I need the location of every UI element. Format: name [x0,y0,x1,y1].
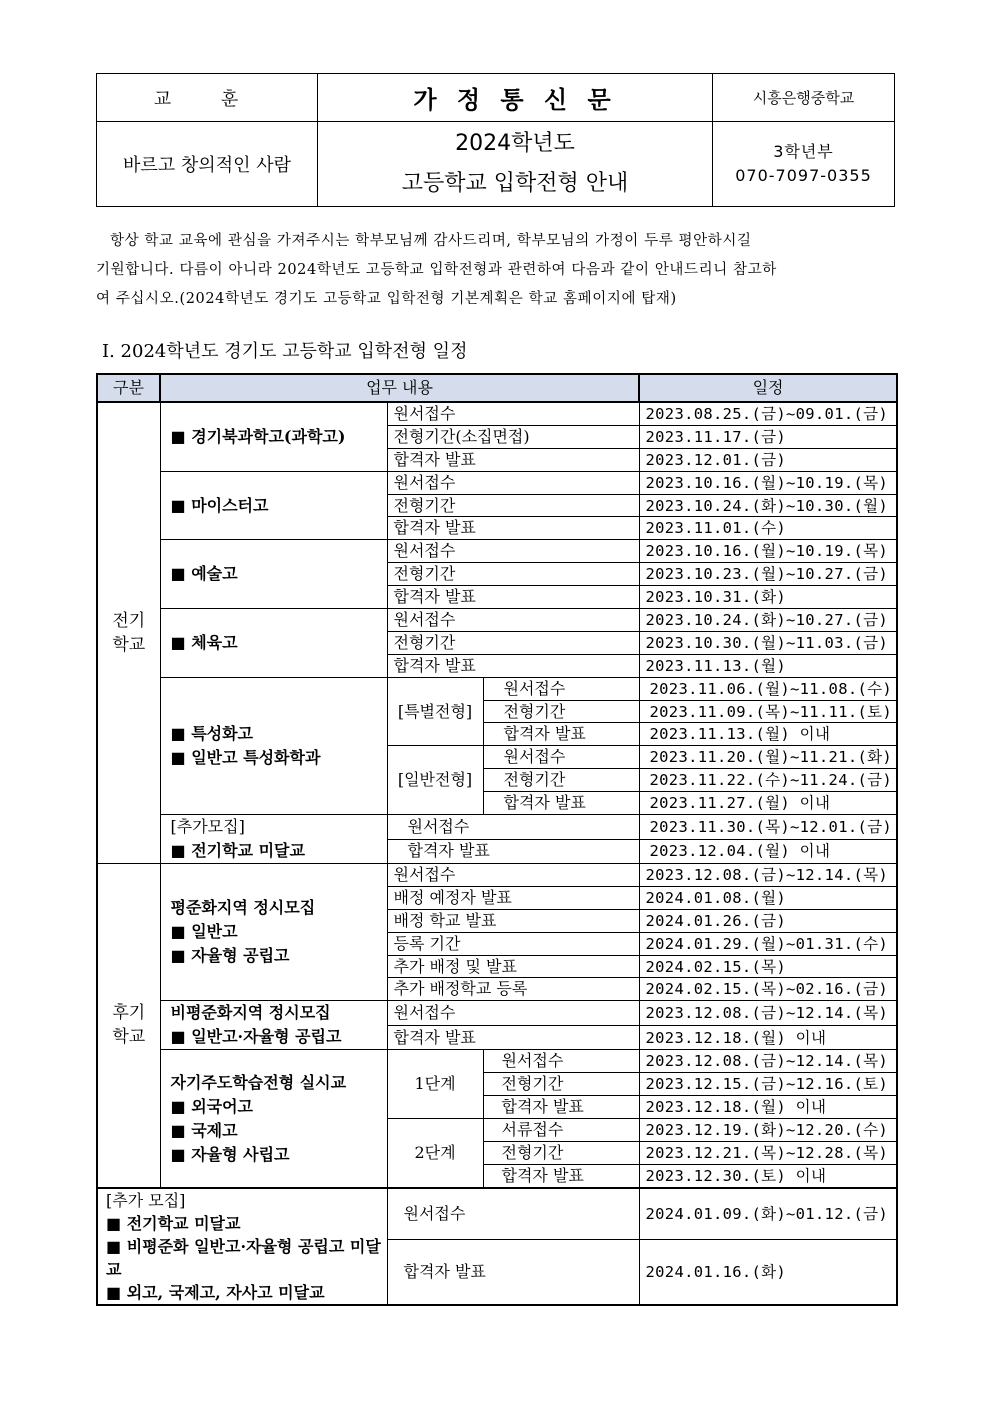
task: 배정 학교 발표 [387,909,639,932]
date: 2023.10.16.(월)~10.19.(목) [639,540,897,563]
task: 전형기간(소집면접) [387,425,639,448]
date: 2023.12.19.(화)~12.20.(수) [639,1119,897,1142]
date: 2023.11.13.(월) [639,654,897,677]
intro-line: 여 주십시오.(2024학년도 경기도 고등학교 입학전형 기본계획은 학교 홈페이지에 탑재) [96,291,677,307]
task: 합격자 발표 [483,792,639,815]
date: 2023.10.31.(화) [639,586,897,609]
task: 합격자 발표 [387,586,639,609]
group-line: 자기주도학습전형 실시교 [170,1072,347,1092]
task: 합격자 발표 [387,448,639,471]
group-line: 비평준화지역 정시모집 [170,1003,331,1023]
date: 2024.01.16.(화) [639,1240,897,1305]
date: 2023.12.21.(목)~12.28.(목) [639,1141,897,1164]
task: 전형기간 [483,1141,639,1164]
intro-paragraph [96,227,896,314]
group-line: ■ 전기학교 미달교 [106,1213,241,1233]
task: 원서접수 [483,677,639,700]
task: 합격자 발표 [387,517,639,540]
task: 추가 배정 및 발표 [387,955,639,978]
group-line: ■ 자율형 공립고 [170,946,290,966]
group-self-directed [160,1050,387,1188]
date: 2023.10.23.(월)~10.27.(금) [639,563,897,586]
section-title: Ⅰ. 2024학년도 경기도 고등학교 입학전형 일정 [102,341,468,362]
group-non-equalized [160,1001,387,1050]
group-science-hs: ■ 경기북과학고(과학고) [160,402,387,471]
group-line: ■ 특성화고 [170,723,254,743]
date: 2023.11.01.(수) [639,517,897,540]
general-track: [일반전형] [387,746,483,815]
header-task: 업무 내용 [160,374,639,402]
motto-label: 교 훈 [97,74,318,122]
intro-line: 항상 학교 교육에 관심을 가져주시는 학부모님께 감사드리며, 학부모님의 가정이 두루 평안하시길 [110,233,752,249]
date: 2023.10.30.(월)~11.03.(금) [639,631,897,654]
task: 합격자 발표 [483,1164,639,1187]
date: 2023.08.25.(금)~09.01.(금) [639,402,897,425]
schedule-table [96,373,898,1306]
group-line: ■ 외고, 국제고, 자사고 미달교 [106,1282,325,1302]
doc-title-line2: 고등학교 입학전형 안내 [401,171,629,196]
date: 2023.11.30.(목)~12.01.(금) [639,815,897,840]
date: 2023.11.27.(월) 이내 [639,792,897,815]
date: 2023.11.20.(월)~11.21.(화) [639,746,897,769]
group-line: [추가모집] [170,817,245,837]
date: 2024.01.09.(화)~01.12.(금) [639,1188,897,1240]
date: 2023.11.06.(월)~11.08.(수) [639,677,897,700]
date: 2023.11.22.(수)~11.24.(금) [639,769,897,792]
category-early: 전기 학교 [97,402,160,864]
group-line: ■ 일반고·자율형 공립고 [170,1027,342,1047]
task: 배정 예정자 발표 [387,886,639,909]
phone-number: 070-7097-0355 [735,166,872,185]
date: 2024.01.08.(월) [639,886,897,909]
group-line: ■ 일반고 특성화학과 [170,747,321,767]
task: 전형기간 [483,769,639,792]
task: 전형기간 [387,631,639,654]
date: 2024.02.15.(목)~02.16.(금) [639,978,897,1001]
group-line: [추가 모집] [106,1190,186,1210]
task: 전형기간 [483,1073,639,1096]
task: 원서접수 [387,1188,639,1240]
group-arts-hs: ■ 예술고 [160,540,387,609]
date: 2023.10.24.(화)~10.27.(금) [639,609,897,632]
task: 합격자 발표 [387,839,639,864]
group-line: ■ 비평준화 일반고·자율형 공립고 미달교 [106,1236,381,1279]
task: 합격자 발표 [387,1025,639,1050]
task: 전형기간 [387,563,639,586]
date: 2023.12.30.(토) 이내 [639,1164,897,1187]
date: 2023.12.18.(월) 이내 [639,1025,897,1050]
date: 2024.01.29.(월)~01.31.(수) [639,932,897,955]
department: 3학년부 [773,142,834,161]
task: 원서접수 [483,746,639,769]
group-meister-hs: ■ 마이스터고 [160,471,387,540]
date: 2023.12.01.(금) [639,448,897,471]
school-motto: 바르고 창의적인 사람 [97,122,318,207]
task: 합격자 발표 [483,723,639,746]
task: 전형기간 [483,700,639,723]
document-title [318,122,713,207]
task: 원서접수 [387,815,639,840]
special-track: [특별전형] [387,677,483,746]
date: 2023.12.08.(금)~12.14.(목) [639,1001,897,1026]
date: 2023.10.24.(화)~10.30.(월) [639,494,897,517]
task: 원서접수 [387,402,639,425]
group-line: ■ 일반고 [170,922,238,942]
date: 2023.10.16.(월)~10.19.(목) [639,471,897,494]
task: 합격자 발표 [483,1096,639,1119]
task: 합격자 발표 [387,654,639,677]
date: 2023.12.15.(금)~12.16.(토) [639,1073,897,1096]
date: 2023.12.04.(월) 이내 [639,839,897,864]
date: 2023.12.08.(금)~12.14.(목) [639,864,897,887]
task: 전형기간 [387,494,639,517]
date: 2024.02.15.(목) [639,955,897,978]
group-sports-hs: ■ 체육고 [160,609,387,678]
category-late: 후기 학교 [97,864,160,1188]
date: 2023.12.18.(월) 이내 [639,1096,897,1119]
date: 2023.11.17.(금) [639,425,897,448]
header-category: 구분 [97,374,160,402]
task: 원서접수 [387,471,639,494]
newsletter-title: 가 정 통 신 문 [318,74,713,122]
task: 서류접수 [483,1119,639,1142]
school-name: 시흥은행중학교 [713,74,895,122]
stage-1: 1단계 [387,1050,483,1119]
date: 2023.11.09.(목)~11.11.(토) [639,700,897,723]
group-line: ■ 자율형 사립고 [170,1144,290,1164]
header-table [96,73,895,207]
task: 합격자 발표 [387,1240,639,1305]
task: 등록 기간 [387,932,639,955]
task: 원서접수 [387,1001,639,1026]
date: 2024.01.26.(금) [639,909,897,932]
group-line: ■ 외국어고 [170,1096,254,1116]
group-line: 평준화지역 정시모집 [170,898,316,918]
group-final-additional [97,1188,387,1305]
group-line: ■ 국제고 [170,1120,238,1140]
group-early-additional [160,815,387,864]
task: 원서접수 [483,1050,639,1073]
task: 추가 배정학교 등록 [387,978,639,1001]
task: 원서접수 [387,609,639,632]
doc-title-line1: 2024학년도 [455,131,575,156]
contact-info [713,122,895,207]
date: 2023.12.08.(금)~12.14.(목) [639,1050,897,1073]
header-date: 일정 [639,374,897,402]
stage-2: 2단계 [387,1119,483,1188]
intro-line: 기원합니다. 다름이 아니라 2024학년도 고등학교 입학전형과 관련하여 다음과 같이 안내드리니 참고하 [96,262,777,278]
date: 2023.11.13.(월) 이내 [639,723,897,746]
group-specialized-hs [160,677,387,814]
group-line: ■ 전기학교 미달교 [170,841,305,861]
task: 원서접수 [387,864,639,887]
task: 원서접수 [387,540,639,563]
group-equalized [160,864,387,1001]
